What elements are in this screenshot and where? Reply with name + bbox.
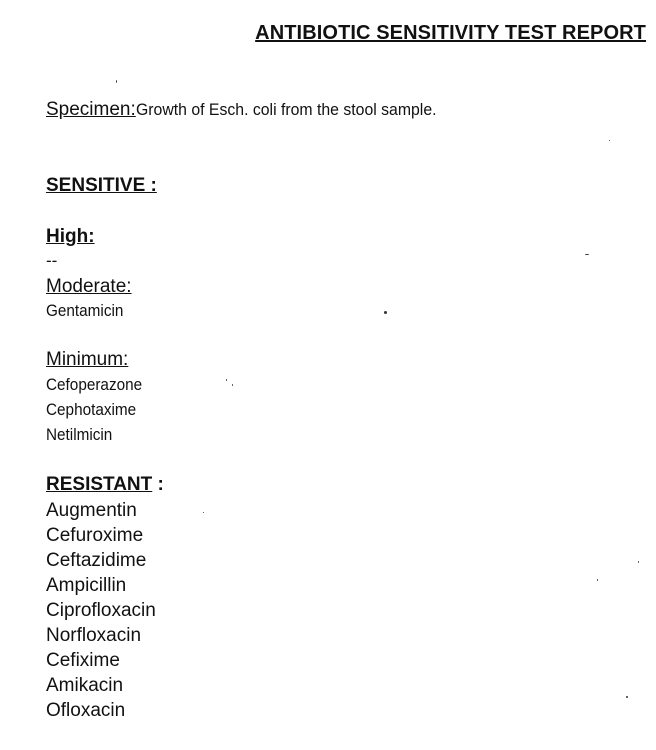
- scan-speck: [203, 512, 204, 513]
- resistant-heading-text: RESISTANT: [46, 474, 153, 495]
- list-item: Cefuroxime: [46, 525, 144, 546]
- high-heading: High:: [46, 226, 95, 247]
- resistant-heading-suffix: :: [152, 474, 164, 495]
- list-item: Amikacin: [46, 675, 124, 696]
- moderate-list: [46, 298, 132, 323]
- list-item: Netilmicin: [46, 425, 113, 444]
- resistant-list: [46, 498, 156, 723]
- list-item: Cefixime: [46, 650, 120, 671]
- minimum-list: [46, 372, 153, 447]
- scan-speck: [597, 579, 598, 581]
- high-value: --: [46, 251, 58, 270]
- moderate-heading: Moderate:: [46, 276, 132, 297]
- resistant-heading: [46, 474, 164, 496]
- list-item: Cephotaxime: [46, 400, 137, 419]
- sensitive-heading-text: SENSITIVE :: [46, 175, 157, 196]
- scan-speck: [585, 254, 589, 255]
- list-item: Norfloxacin: [46, 625, 142, 646]
- specimen-label: Specimen:: [46, 99, 136, 120]
- specimen-value: Growth of Esch. coli from the stool sample.: [135, 100, 437, 119]
- list-item: Ceftazidime: [46, 550, 147, 571]
- scan-speck: [116, 80, 117, 83]
- list-item: Cefoperazone: [46, 375, 143, 394]
- scan-speck: [226, 379, 227, 381]
- scan-speck: [232, 384, 233, 386]
- scan-speck: [638, 561, 639, 563]
- list-item: Ampicillin: [46, 575, 127, 596]
- sensitive-heading: [46, 175, 157, 197]
- minimum-heading: Minimum:: [46, 349, 129, 370]
- list-item: Ofloxacin: [46, 700, 126, 721]
- scan-speck: [626, 696, 628, 698]
- report-title: ANTIBIOTIC SENSITIVITY TEST REPORT: [255, 22, 646, 44]
- scan-speck: [384, 311, 387, 314]
- list-item: Augmentin: [46, 500, 137, 521]
- list-item: Gentamicin: [46, 301, 124, 320]
- list-item: Ciprofloxacin: [46, 600, 156, 621]
- scan-speck: [609, 140, 610, 141]
- specimen-line: [46, 99, 459, 121]
